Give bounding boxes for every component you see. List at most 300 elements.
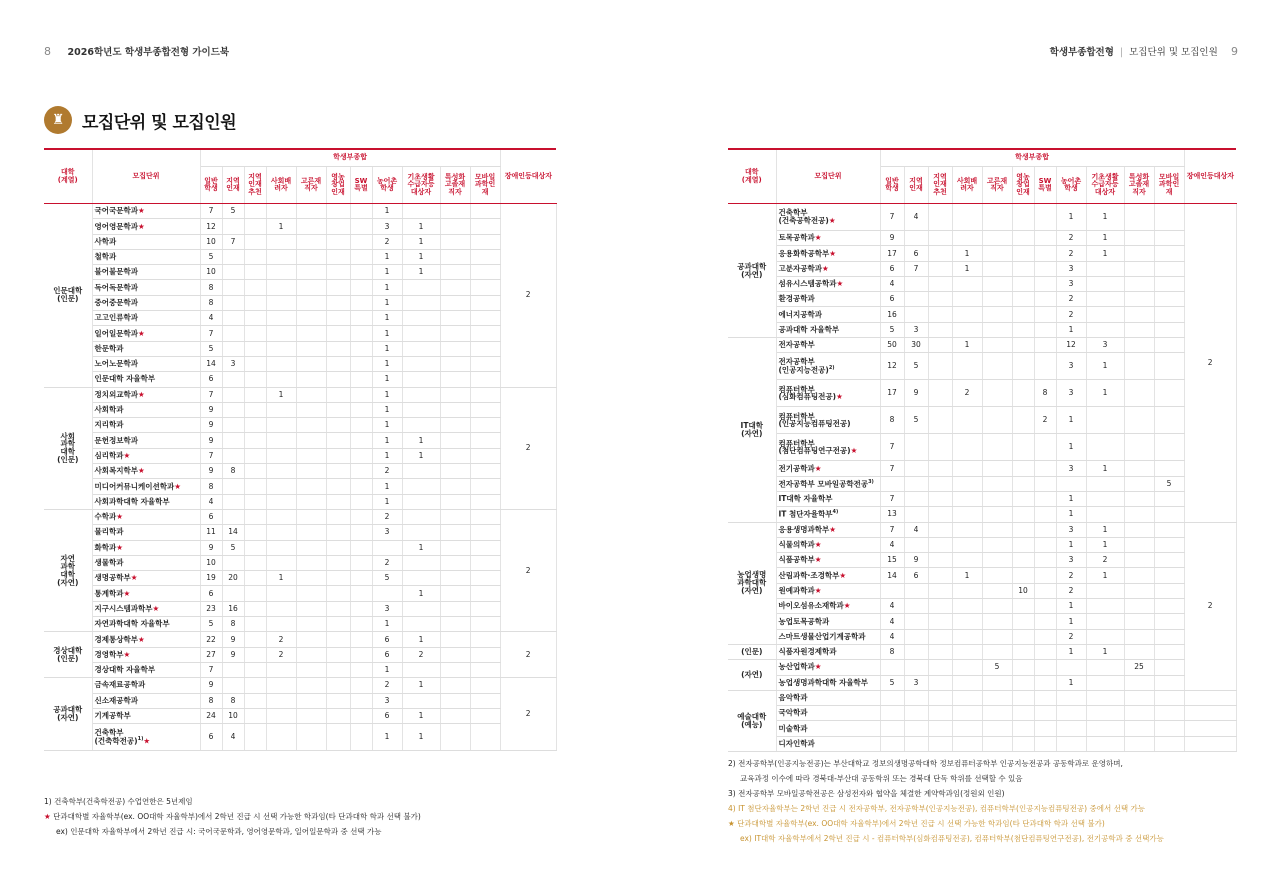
table-row [728,721,1236,736]
unit-name: 스마트생물산업기계공학과 [776,629,880,644]
value-cell: 8 [880,407,904,434]
footnote-ref: 1) [137,735,144,742]
value-cell [1154,736,1184,751]
value-cell [470,708,500,723]
value-cell [244,295,266,310]
unit-name: 미디어커뮤니케이션학과★ [92,479,200,494]
unit-name: 경상대학 자율학부 [92,662,200,677]
value-cell: 3 [1056,380,1086,407]
value-cell [1124,434,1154,461]
value-cell [440,601,470,616]
value-cell: 12 [880,353,904,380]
value-cell [244,402,266,417]
value-cell [1124,380,1154,407]
value-cell [904,476,928,491]
value-cell: 1 [1056,614,1086,629]
star-icon: ★ [116,512,123,522]
value-cell [982,204,1012,231]
value-cell: 9 [880,231,904,246]
value-cell [1086,583,1124,598]
value-cell: 3 [372,601,402,616]
value-cell: 5 [200,617,222,632]
value-cell: 1 [952,261,982,276]
value-cell [1124,276,1154,291]
section-title: 모집단위 및 모집인원 [82,112,237,133]
value-cell [326,693,350,708]
value-cell [952,660,982,675]
value-cell [982,599,1012,614]
value-cell [350,326,372,341]
value-cell [1012,721,1034,736]
value-cell [266,433,296,448]
value-cell [402,509,440,524]
value-cell: 6 [880,261,904,276]
value-cell [928,261,952,276]
value-cell [470,724,500,751]
value-cell [402,295,440,310]
table-row [728,629,1236,644]
value-cell [1034,204,1056,231]
value-cell [1012,204,1034,231]
value-cell: 4 [904,204,928,231]
left-admission-table [44,148,557,751]
value-cell: 22 [200,632,222,647]
value-cell [1012,522,1034,537]
star-icon: ★ [137,221,145,231]
right-page-title: 학생부종합전형 [1049,47,1114,58]
value-cell: 1 [402,586,440,601]
value-cell [244,509,266,524]
value-cell [440,387,470,402]
unit-name: 건축학부 (건축공학전공)★ [776,204,880,231]
value-cell: 5 [880,675,904,690]
value-cell: 17 [880,246,904,261]
value-cell [1012,353,1034,380]
value-cell [1012,261,1034,276]
value-cell [296,341,326,356]
value-cell [296,433,326,448]
table-row [44,509,556,524]
value-cell: 4 [880,537,904,552]
value-cell [928,644,952,659]
value-cell [1034,434,1056,461]
value-cell [1154,522,1184,537]
value-cell [1034,568,1056,583]
star-icon: ★ [44,812,51,821]
value-cell [266,234,296,249]
unit-name: 공과대학 자율학부 [776,322,880,337]
value-cell: 8 [200,280,222,295]
value-cell [904,583,928,598]
disabled-count [1184,736,1236,751]
value-cell [952,434,982,461]
value-cell [1086,476,1124,491]
value-cell [1034,322,1056,337]
unit-name: 기계공학부 [92,708,200,723]
value-cell [904,276,928,291]
star-icon: ★ [137,206,145,216]
value-cell [326,647,350,662]
value-cell [982,583,1012,598]
value-cell: 19 [200,571,222,586]
table-row [728,614,1236,629]
value-cell [244,494,266,509]
value-cell [222,418,244,433]
unit-name: 영어영문학과★ [92,219,200,234]
value-cell [440,571,470,586]
value-cell [928,721,952,736]
value-cell [1034,736,1056,751]
value-cell [1154,292,1184,307]
value-cell: 4 [222,724,244,751]
value-cell: 2 [402,647,440,662]
value-cell: 1 [952,568,982,583]
header-col-0: 일반학생 [200,167,222,204]
value-cell [266,693,296,708]
value-cell: 1 [1056,507,1086,522]
value-cell [1086,276,1124,291]
value-cell [222,249,244,264]
value-cell [266,418,296,433]
value-cell: 1 [1086,522,1124,537]
unit-name: 사회학과 [92,402,200,417]
unit-name: 고고인류학과 [92,311,200,326]
value-cell: 5 [982,660,1012,675]
value-cell [326,372,350,387]
college-name: IT대학 (자연) [728,338,776,522]
value-cell [1012,644,1034,659]
value-cell [1124,599,1154,614]
value-cell [350,632,372,647]
unit-name: 심리학과★ [92,448,200,463]
value-cell [296,356,326,371]
table-row [44,678,556,693]
college-name: 예술대학 (예능) [728,690,776,751]
value-cell [952,407,982,434]
value-cell [904,736,928,751]
value-cell [470,678,500,693]
value-cell [470,402,500,417]
value-cell [470,601,500,616]
value-cell: 1 [1056,644,1086,659]
footnote-star-right: ★ 단과대학별 자율학부(ex. OO대학 자율학부)에서 2학년 진급 시 선택 가능한 학과임(타 단과대학 학과 선택 불가) [728,819,1105,828]
value-cell [928,491,952,506]
value-cell [1154,461,1184,476]
value-cell [952,276,982,291]
unit-name: 건축학부 (건축학전공)$^{1)}$★ [92,724,200,751]
table-row [44,525,556,540]
value-cell [244,662,266,677]
value-cell [440,678,470,693]
unit-name: 경영학부★ [92,647,200,662]
table-row [728,507,1236,522]
value-cell [470,647,500,662]
value-cell [222,295,244,310]
value-cell [244,708,266,723]
value-cell [440,662,470,677]
value-cell [904,491,928,506]
value-cell [326,540,350,555]
value-cell [244,601,266,616]
value-cell [904,599,928,614]
value-cell [326,204,350,219]
value-cell [1154,629,1184,644]
value-cell [470,265,500,280]
unit-name: 사회과학대학 자율학부 [92,494,200,509]
value-cell [402,204,440,219]
table-row [44,372,556,387]
value-cell [326,662,350,677]
value-cell [440,219,470,234]
value-cell [350,204,372,219]
value-cell [880,583,904,598]
value-cell [222,311,244,326]
value-cell: 1 [266,387,296,402]
value-cell: 1 [372,280,402,295]
value-cell [1086,629,1124,644]
value-cell [1124,307,1154,322]
table-row [728,407,1236,434]
value-cell: 3 [1056,461,1086,476]
value-cell [1012,322,1034,337]
value-cell [982,491,1012,506]
value-cell [350,234,372,249]
value-cell: 10 [200,555,222,570]
table-row [44,280,556,295]
unit-name: 사회복지학부★ [92,464,200,479]
value-cell: 14 [222,525,244,540]
value-cell [880,476,904,491]
value-cell: 2 [372,678,402,693]
value-cell: 1 [372,356,402,371]
value-cell [402,525,440,540]
value-cell [470,509,500,524]
value-cell: 16 [222,601,244,616]
value-cell [952,307,982,322]
table-row [728,491,1236,506]
value-cell [1034,583,1056,598]
value-cell: 6 [200,586,222,601]
unit-name: 토목공학과★ [776,231,880,246]
unit-name: 일어일문학과★ [92,326,200,341]
value-cell [440,448,470,463]
value-cell [296,601,326,616]
value-cell [928,380,952,407]
value-cell [402,341,440,356]
value-cell [440,265,470,280]
header-col-8: 기초생활수급자등대상자 [1086,167,1124,204]
star-icon: ★ [123,649,131,659]
star-icon: ★ [814,555,822,565]
unit-name: 식물의학과★ [776,537,880,552]
value-cell [1154,599,1184,614]
value-cell: 9 [222,632,244,647]
value-cell [1086,614,1124,629]
value-cell: 4 [880,629,904,644]
value-cell: 3 [1056,276,1086,291]
value-cell: 7 [904,261,928,276]
value-cell [1012,568,1034,583]
value-cell [1034,629,1056,644]
header-col-6: SW특별 [1034,167,1056,204]
star-icon: ★ [814,662,822,672]
value-cell: 2 [1086,553,1124,568]
value-cell [1034,353,1056,380]
header-col-1: 지역인재 [904,167,928,204]
college-name: 경상대학 (인문) [44,632,92,678]
value-cell [266,341,296,356]
value-cell [244,555,266,570]
value-cell [904,461,928,476]
table-row [728,522,1236,537]
value-cell [952,231,982,246]
value-cell [440,295,470,310]
value-cell [470,571,500,586]
unit-name: 컴퓨터학부 (첨단컴퓨팅연구전공)★ [776,434,880,461]
value-cell [470,204,500,219]
left-footnotes [44,794,421,839]
value-cell [222,479,244,494]
value-cell [952,644,982,659]
value-cell: 5 [200,249,222,264]
value-cell [1154,322,1184,337]
value-cell: 30 [904,338,928,353]
value-cell [952,690,982,705]
footnote-ref: 3) [868,478,874,485]
value-cell [928,292,952,307]
value-cell: 9 [200,433,222,448]
value-cell [266,586,296,601]
star-icon: ★ [839,570,847,580]
unit-name: 통계학과★ [92,586,200,601]
value-cell [296,509,326,524]
unit-name: 국어국문학과★ [92,204,200,219]
value-cell [1034,507,1056,522]
value-cell: 1 [372,494,402,509]
value-cell [222,280,244,295]
value-cell [222,433,244,448]
value-cell [326,509,350,524]
value-cell [928,276,952,291]
value-cell: 13 [880,507,904,522]
value-cell [928,322,952,337]
table-row [728,322,1236,337]
value-cell [1154,537,1184,552]
value-cell [1034,522,1056,537]
value-cell [470,433,500,448]
value-cell [952,736,982,751]
value-cell [244,678,266,693]
value-cell [222,387,244,402]
college-name: 자연 과학 대학 (자연) [44,509,92,631]
value-cell [266,479,296,494]
header-group: 학생부종합 [880,149,1184,167]
unit-name: 불어불문학과 [92,265,200,280]
unit-name: 디자인학과 [776,736,880,751]
value-cell: 4 [200,311,222,326]
value-cell: 9 [200,402,222,417]
table-row [44,586,556,601]
value-cell [1012,380,1034,407]
header-col-2: 지역인재추천 [928,167,952,204]
value-cell: 2 [1034,407,1056,434]
unit-name: 사학과 [92,234,200,249]
value-cell [1124,353,1154,380]
value-cell: 25 [1124,660,1154,675]
value-cell [470,387,500,402]
value-cell: 1 [402,219,440,234]
value-cell [928,434,952,461]
value-cell [1012,706,1034,721]
value-cell [1012,338,1034,353]
value-cell [326,402,350,417]
value-cell: 1 [372,341,402,356]
value-cell: 7 [200,387,222,402]
value-cell [1124,537,1154,552]
value-cell [402,555,440,570]
value-cell [350,433,372,448]
unit-name: 자연과학대학 자율학부 [92,617,200,632]
header-col-7: 농어촌학생 [1056,167,1086,204]
value-cell [1124,721,1154,736]
value-cell [928,353,952,380]
header-unit: 모집단위 [92,149,200,204]
value-cell [1012,553,1034,568]
star-icon: ★ [130,573,138,583]
unit-name: 인문대학 자율학부 [92,372,200,387]
value-cell [222,509,244,524]
value-cell [1012,675,1034,690]
value-cell [1056,706,1086,721]
section-title-bar [44,106,236,134]
value-cell [1086,292,1124,307]
value-cell [1012,307,1034,322]
table-row [44,479,556,494]
value-cell [1124,246,1154,261]
value-cell [982,261,1012,276]
value-cell [266,204,296,219]
value-cell: 1 [402,724,440,751]
table-row [44,219,556,234]
value-cell [1154,721,1184,736]
value-cell [326,525,350,540]
value-cell: 1 [402,265,440,280]
header-col-4: 고른재직자 [296,167,326,204]
value-cell [952,629,982,644]
unit-name: 식품자원경제학과 [776,644,880,659]
value-cell [244,617,266,632]
value-cell [222,265,244,280]
value-cell [982,246,1012,261]
value-cell [904,434,928,461]
value-cell [326,265,350,280]
unit-name: IT 첨단자율학부$^{4)}$ [776,507,880,522]
value-cell: 14 [880,568,904,583]
header-col-disabled: 장애인등대상자 [1184,149,1236,204]
value-cell [1056,690,1086,705]
header-col-10: 모바일과학인재 [1154,167,1184,204]
value-cell: 50 [880,338,904,353]
value-cell [440,464,470,479]
value-cell [350,693,372,708]
value-cell [350,295,372,310]
table-row [728,644,1236,659]
value-cell: 6 [880,292,904,307]
value-cell [296,249,326,264]
value-cell [350,265,372,280]
value-cell: 1 [1086,461,1124,476]
table-row [44,693,556,708]
